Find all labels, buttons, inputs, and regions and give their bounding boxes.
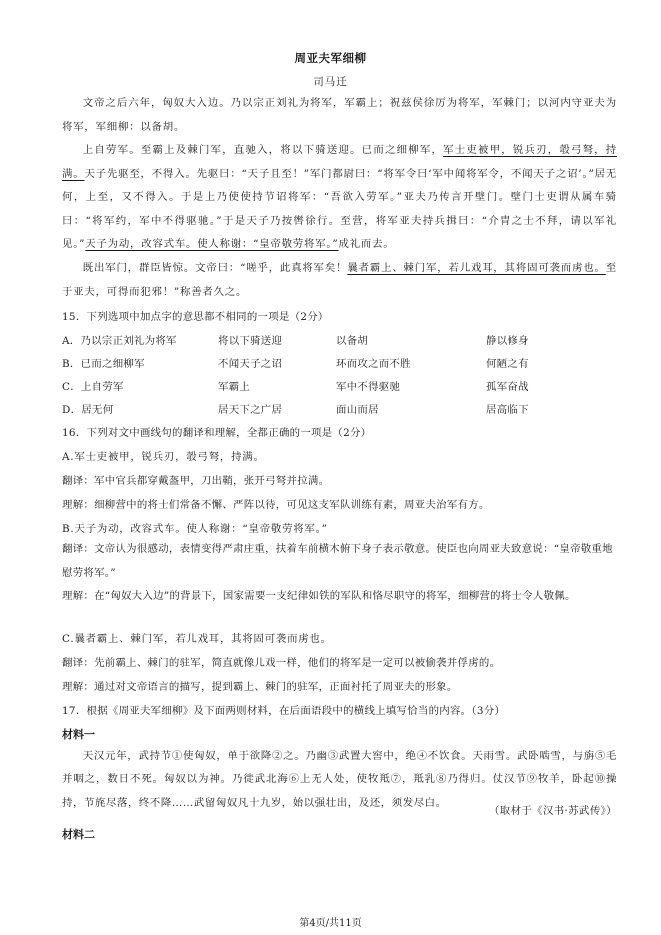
q17-stem: 17．根据《周亚夫军细柳》及下面两则材料，在后面语段中的横线上填写恰当的内容。（3分） [62, 705, 506, 717]
q15-d-word-4: 居高临下 [486, 404, 529, 416]
q15-b-word-3: 环而攻之而不胜 [336, 358, 411, 370]
q16-c-understanding: 理解：通过对文帝语言的描写，提到霸上、棘门的驻军，正面衬托了周亚夫的形象。 [62, 681, 458, 693]
q15-d-word-1: D．居无何 [62, 404, 114, 416]
q15-a-word-3: 以备胡 [336, 335, 369, 347]
q15-d-word-2: 居天下之广居 [218, 404, 283, 416]
passage-paragraph-1: 文帝之后六年，匈奴大入边。乃以宗正刘礼为将军，军霸上；祝兹侯徐厉为将军，军棘门；以河内守亚夫为将军，军细柳：以备胡。 [62, 97, 617, 133]
paragraph-2-text-c: 成礼而去。 [338, 238, 395, 251]
material-2-heading: 材料二 [62, 828, 95, 841]
paragraph-3-text-a: 既出军门，群臣皆惊。文帝曰：“嗟乎，此真将军矣！ [82, 262, 348, 274]
q16-c-sentence: C.曩者霸上、棘门军，若儿戏耳，其将固可袭而虏也。 [62, 633, 332, 645]
q16-b-understanding: 理解：在“匈奴大入边”的背景下，国家需要一支纪律如铁的军队和恪尽职守的将军，细柳营的将士令人敬佩。 [62, 590, 576, 602]
q15-a-word-2: 将以下骑送迎 [218, 335, 283, 347]
q15-c-word-3: 军中不得驱驰 [336, 381, 401, 393]
underlined-sentence-a: 军士吏被甲，锐兵刃，彀弓弩，持满。 [62, 144, 617, 180]
q15-b-word-2: 不闻天子之诏 [218, 358, 283, 370]
underlined-sentence-b: 天子为动，改容式车。使人称谢：“皇帝敬劳将军。” [85, 238, 339, 251]
paragraph-2-text-b: 天子先驱至，不得入。先驱曰：“天子且至！”军门都尉曰：“将军令曰‘军中闻将军令，不闻天子之诏’。”居无何，上至，又不得入。于是上乃使使持节诏将军：“吾欲入劳军。”亚夫乃传言开壁门。壁门士吏谓从属车骑曰：“将军约，军中不得驱驰。”于是天子乃按辔徐行。至营，将军亚夫持兵揖曰：“介胄之士不拜，请以军礼见。” [62, 167, 617, 251]
q16-stem: 16．下列对文中画线句的翻译和理解，全都正确的一项是（2分） [62, 427, 372, 439]
q15-a-word-1: A．乃以宗正刘礼为将军 [62, 335, 177, 347]
q15-b-word-4: 何陋之有 [486, 358, 529, 370]
q15-c-word-1: C．上自劳军 [62, 381, 124, 393]
q16-a-translation: 翻译：军中官兵都穿戴盔甲，刀出鞘，张开弓弩并拉满。 [62, 475, 330, 487]
q15-a-word-4: 静以修身 [486, 335, 529, 347]
q15-b-word-1: B．已而之细柳军 [62, 358, 145, 370]
material-1-source: （取材于《汉书·苏武传》） [489, 805, 617, 817]
passage-paragraph-3 [62, 257, 617, 304]
material-1-heading: 材料一 [62, 728, 95, 741]
material-1-text: 天汉元年，武持节①使匈奴，单于欲降②之。乃幽③武置大窖中，绝④不饮食。天雨雪。武卧啮雪，与旃⑤毛并咽之，数日不死。匈奴以为神。乃徙武北海⑥上无人处，使牧羝⑦，羝乳⑧乃得归。仗汉节⑨牧羊，卧起⑩操持，节旄尽落，终不降……武留匈奴凡十九岁，始以强壮出，及还，须发尽白。 [62, 750, 617, 809]
paragraph-2-text-a: 上自劳军。至霸上及棘门军，直驰入，将以下骑送迎。已而之细柳军， [82, 144, 444, 156]
q15-c-word-2: 军霸上 [218, 381, 251, 393]
q15-stem: 15．下列选项中加点字的意思都不相同的一项是（2分） [62, 311, 329, 323]
q16-a-understanding: 理解：细柳营中的将士们常备不懈、严阵以待，可见这支军队训练有素，周亚夫治军有方。 [62, 499, 490, 511]
passage-author: 司马迁 [313, 76, 348, 88]
page-number: 第4页/共11页 [299, 918, 362, 929]
q16-b-sentence: B.天子为动，改容式车。使人称谢：“皇帝敬劳将军。” [62, 523, 328, 535]
q16-a-sentence: A.军士吏被甲，锐兵刃，彀弓弩，持满。 [62, 451, 265, 463]
passage-title: 周亚夫军细柳 [294, 51, 367, 65]
q16-c-translation: 翻译：先前霸上、棘门的驻军，简直就像儿戏一样，他们的将军是一定可以被偷袭并俘虏的。 [62, 657, 501, 669]
q15-d-word-3: 面山而居 [336, 404, 379, 416]
q15-c-word-4: 孤军奋战 [486, 381, 529, 393]
passage-paragraph-2 [62, 139, 617, 257]
q16-b-translation: 翻译：文帝认为很感动，表情变得严肃庄重，扶着车前横木俯下身子表示敬意。使臣也向周亚夫致意说：“皇帝敬重地慰劳将军。” [62, 543, 613, 579]
underlined-sentence-c: 曩者霸上、棘门军，若儿戏耳，其将固可袭而虏也。 [347, 262, 606, 274]
paragraph-3-text-b: 至于亚夫，可得而犯邪！”称善者久之。 [62, 262, 617, 298]
